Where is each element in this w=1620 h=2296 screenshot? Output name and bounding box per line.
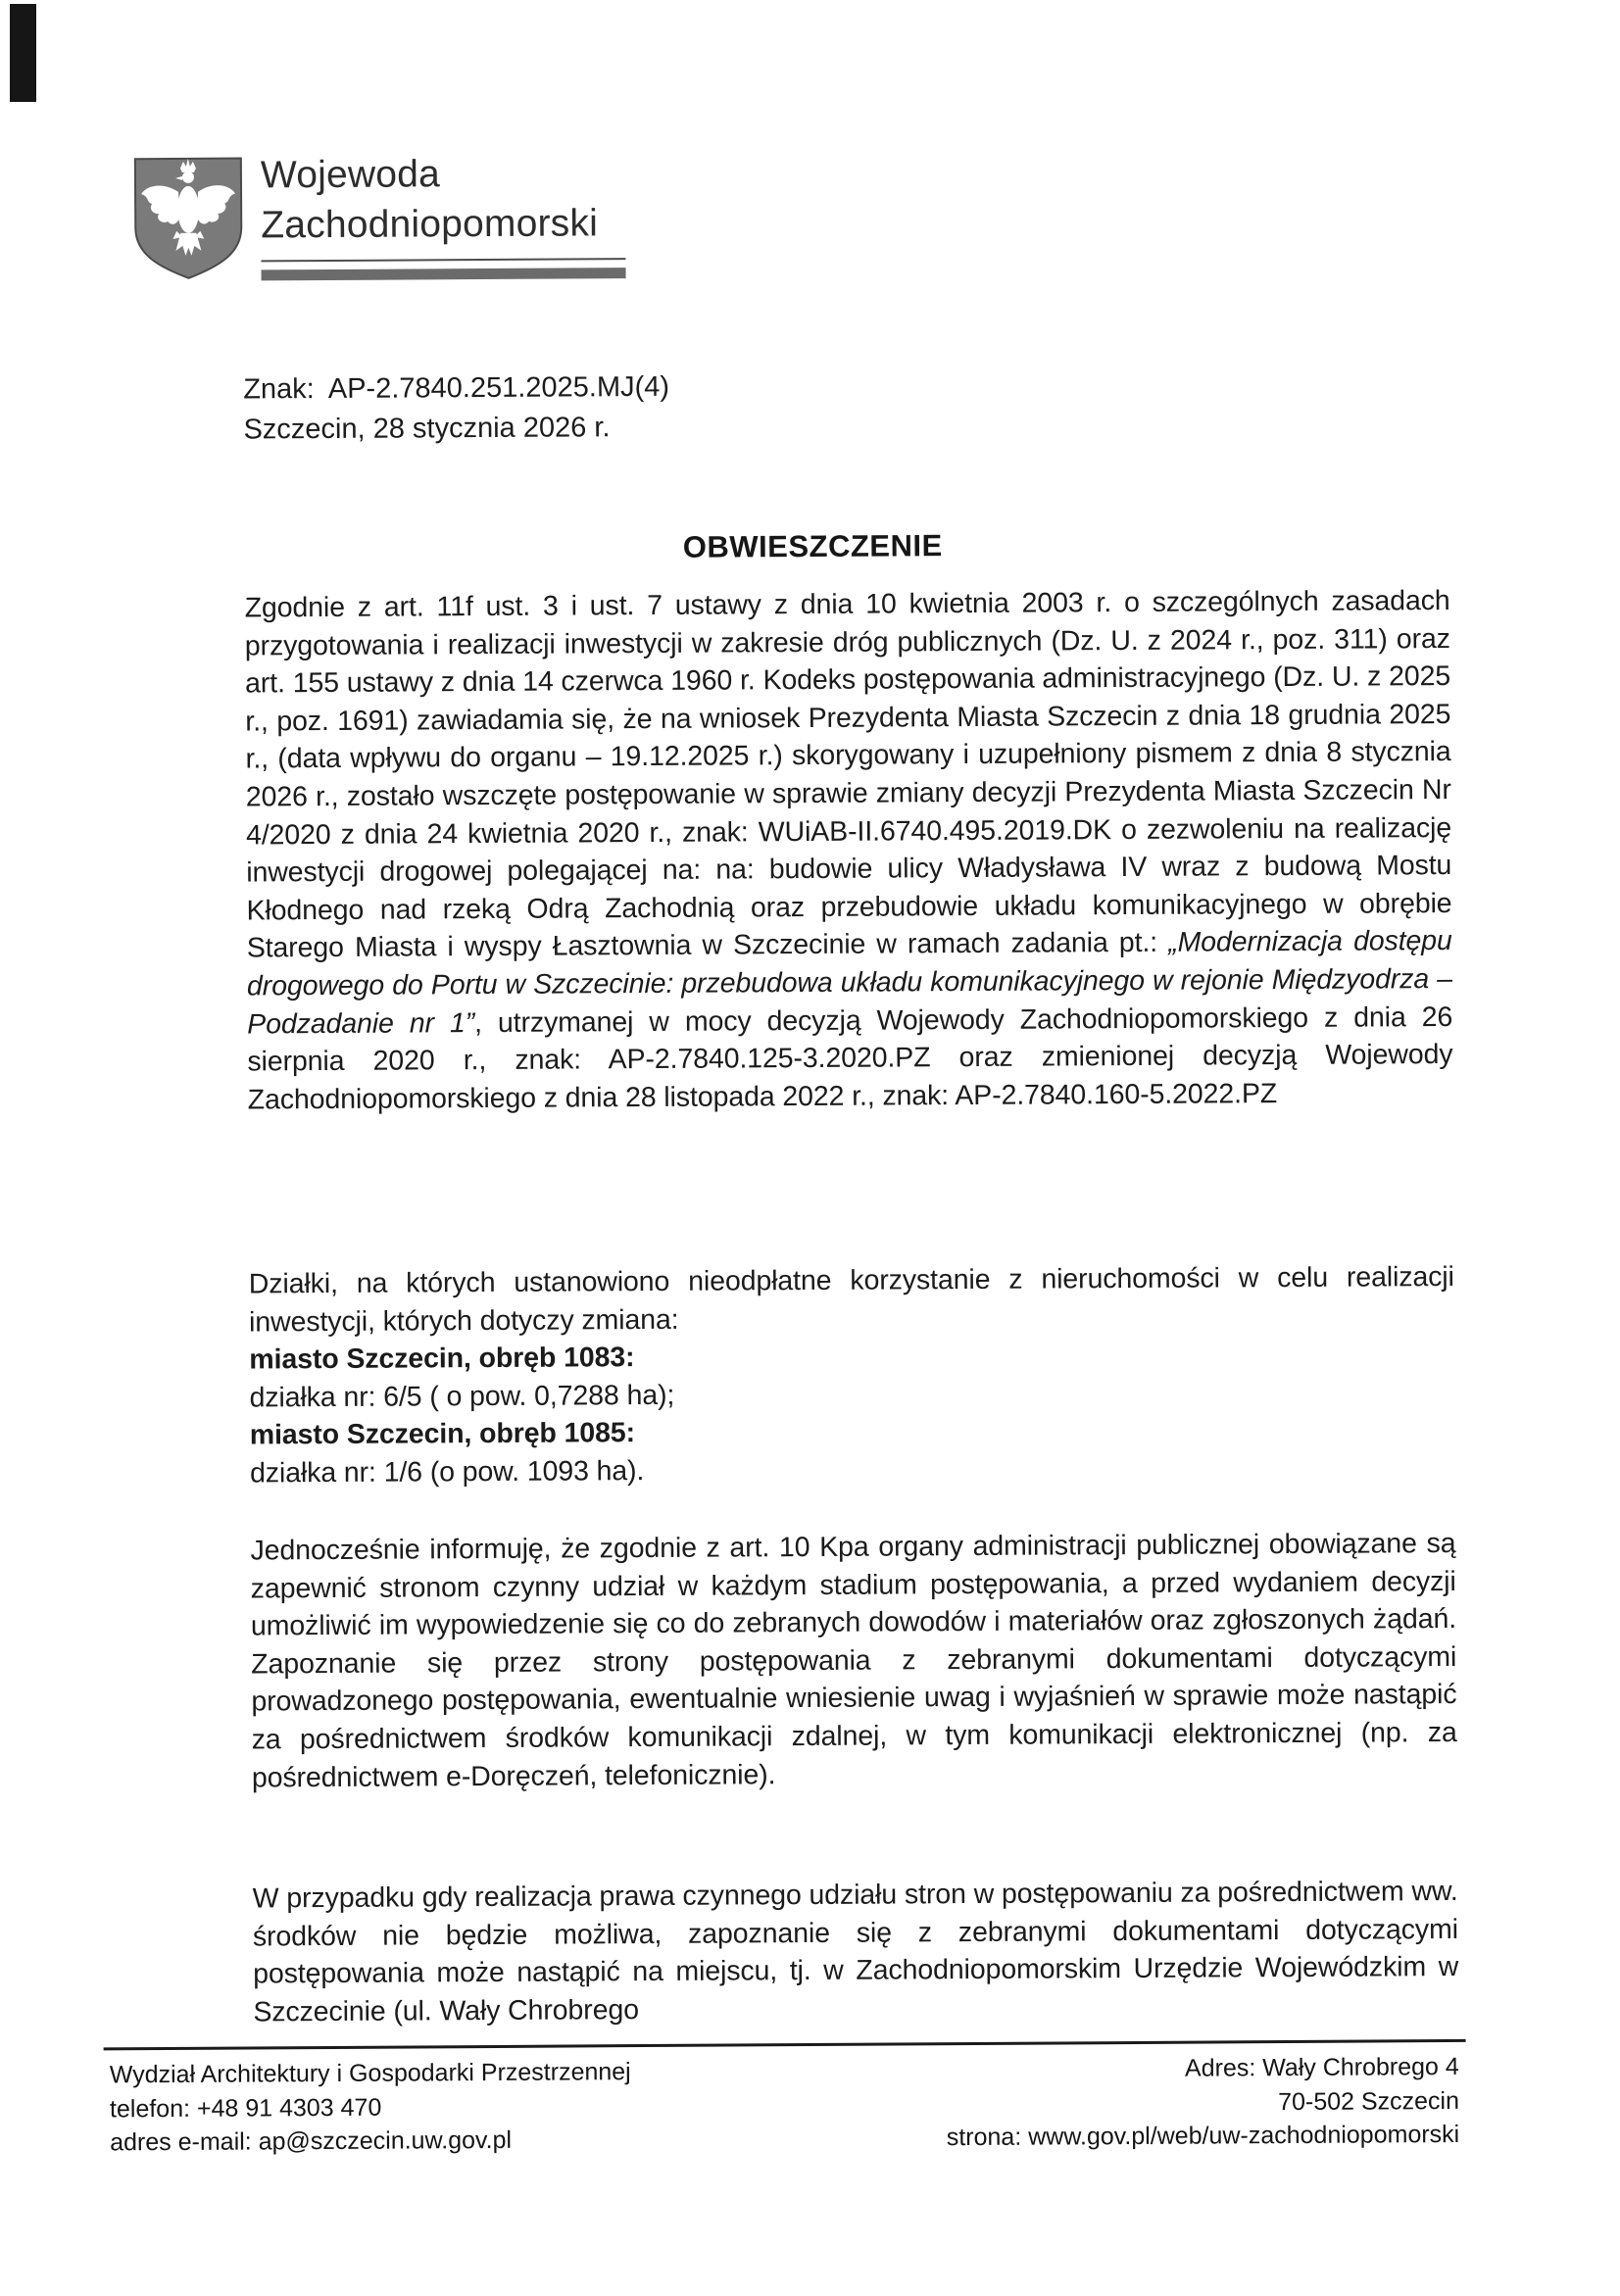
place-date-line: Szczecin, 28 stycznia 2026 r.	[243, 412, 611, 446]
header-rule-thick	[262, 268, 626, 280]
footer-phone: telefon: +48 91 4303 470	[109, 2093, 382, 2123]
parcels-district-1083: miasto Szczecin, obręb 1083:	[249, 1342, 635, 1376]
p1-text-b: , utrzymanej w mocy decyzją Wojewody Zachodniopomorskiego z dnia 26 sierpnia 2020 r., znak: AP-2.7840.125-3.2020.PZ oraz zmienionej decyzją Wojewody Zachodniopomorskiego z dnia 28 listopada 2022 r., znak: AP-2.7840.160-5.2022.PZ	[247, 1001, 1453, 1116]
polish-eagle-crest-icon	[131, 153, 246, 283]
parcel-6-5: działka nr: 6/5 ( o pow. 0,7288 ha);	[249, 1379, 675, 1414]
header-rule-thin	[261, 258, 625, 262]
org-name	[261, 148, 598, 250]
footer-email: adres e-mail: ap@szczecin.uw.gov.pl	[110, 2125, 513, 2157]
document-title: OBWIESZCZENIE	[682, 528, 943, 564]
paragraph-kpa-information: Jednocześnie informuję, że zgodnie z art. 10 Kpa organy administracji publicznej obowiązane są zapewnić stronom czynny udział w każdym stadium postępowania, a przed wydaniem decyzji umożliwić im wypowiedzenie się co do zebranych dowodów i materiałów oraz zgłoszonych żądań. Zapoznanie się przez strony postępowania z zebranymi dokumentami dotyczącymi prowadzonego postępowania, ewentualnie wniesienie uwag i wyjaśnień w sprawie może nastąpić za pośrednictwem środków komunikacji zdalnej, w tym komunikacji elektronicznej (np. za pośrednictwem e-Doręczeń, telefonicznie).	[250, 1527, 1457, 1794]
org-name-line1: Wojewoda	[260, 153, 441, 197]
p1-project-title: „Modernizacja dostępu drogowego do Portu w Szczecinie: przebudowa układu komunikacyjnego w rejonie Międzyodrza – Podzadanie nr 1”	[246, 925, 1453, 1041]
footer-left-block	[110, 2055, 632, 2160]
paragraph-in-person-access: W przypadku gdy realizacja prawa czynnego udziału stron w postępowaniu za pośrednictwem ww. środków nie będzie możliwa, zapoznanie się z zebranymi dokumentami dotyczącymi postępowania może nastąpić na miejscu, tj. w Zachodniopomorskim Urzędzie Wojewódzkim w Szczecinie (ul. Wały Chrobrego	[252, 1875, 1459, 2028]
parcel-1-6: działka nr: 1/6 (o pow. 1093 ha).	[249, 1455, 645, 1490]
org-name-line2: Zachodniopomorski	[261, 202, 599, 247]
footer-right-block	[842, 2050, 1460, 2155]
reference-line	[243, 367, 669, 411]
reference-label: Znak:	[243, 373, 315, 406]
footer-address: Adres: Wały Chrobrego 4	[1184, 2052, 1459, 2082]
reference-number: AP-2.7840.251.2025.MJ(4)	[327, 370, 670, 405]
footer-website: strona: www.gov.pl/web/uw-zachodniopomorski	[946, 2120, 1460, 2152]
reference-block	[243, 367, 669, 451]
footer-divider	[104, 2039, 1466, 2050]
footer-department: Wydział Architektury i Gospodarki Przestrzennej	[109, 2058, 631, 2089]
paragraph-parcels	[249, 1258, 1455, 1492]
paragraph-legal-basis	[245, 582, 1453, 1119]
footer-postal-city: 70-502 Szczecin	[1278, 2086, 1460, 2116]
parcels-district-1085: miasto Szczecin, obręb 1085:	[249, 1417, 636, 1451]
p1-text-a: Zgodnie z art. 11f ust. 3 i ust. 7 ustawy z dnia 10 kwietnia 2003 r. o szczególnych zasadach przygotowania i realizacji inwestycji w zakresie dróg publicznych (Dz. U. z 2024 r., poz. 311) oraz art. 155 ustawy z dnia 14 czerwca 1960 r. Kodeks postępowania administracyjnego (Dz. U. z 2025 r., poz. 1691) zawiadamia się, że na wniosek Prezydenta Miasta Szczecin z dnia 18 grudnia 2025 r., (data wpływu do organu – 19.12.2025 r.) skorygowany i uzupełniony pismem z dnia 8 stycznia 2026 r., zostało wszczęte postępowanie w sprawie zmiany decyzji Prezydenta Miasta Szczecin Nr 4/2020 z dnia 24 kwietnia 2020 r., znak: WUiAB-II.6740.495.2019.DK o zezwoleniu na realizację inwestycji drogowej polegającej na: na: budowie ulicy Władysława IV wraz z budową Mostu Kłodnego nad rzeką Odrą Zachodnią oraz przebudowie układu komunikacyjnego w obrębie Starego Miasta i wyspy Łasztownia w Szczecinie w ramach zadania pt.:	[244, 585, 1452, 964]
parcels-intro: Działki, na których ustanowiono nieodpłatne korzystanie z nieruchomości w celu realizacji inwestycji, których dotyczy zmiana:	[248, 1260, 1454, 1339]
